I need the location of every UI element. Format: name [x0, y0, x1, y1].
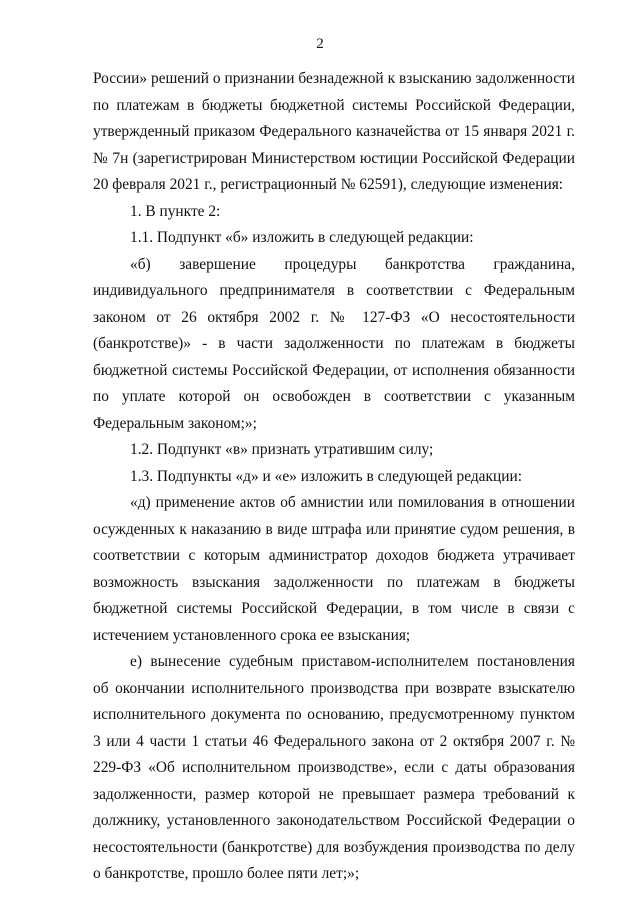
paragraph-item-1: 1. В пункте 2:	[130, 202, 221, 220]
paragraph-item-1-3: 1.3. Подпункты «д» и «е» изложить в следующей редакции:	[130, 467, 522, 485]
paragraph-subitem-b: «б) завершение процедуры банкротства гражданина, индивидуального предпринимателя в соответствии с Федеральным законом от 26 октября 2002 г. № 127-ФЗ «О несостоятельности (банкротстве)» - в части задолженности по платежам в бюджеты бюджетной системы Российской Федерации, от исполнения обязанности по уплате которой он освобожден в соответствии с указанным Федеральным законом;»;	[93, 255, 575, 432]
document-body	[93, 66, 575, 888]
paragraph-item-1-2: 1.2. Подпункт «в» признать утратившим силу;	[130, 441, 434, 458]
paragraph-intro-continuation: России» решений о признании безнадежной к взысканию задолженности по платежам в бюджеты бюджетной системы Российской Федерации, утвержденный приказом Федерального казначейства от 15 января 2021 г. № 7н (зарегистрирован Министерством юстиции Российской Федерации 20 февраля 2021 г., регистрационный № 62591), следующие изменения:	[93, 70, 575, 193]
paragraph-subitem-d: «д) применение актов об амнистии или помилования в отношении осужденных к наказанию в виде штрафа или принятие судом решения, в соответствии с которым администратор доходов бюджета утрачивает возможность взыскания задолженности по платежам в бюджеты бюджетной системы Российской Федерации, в том числе в связи с истечением установленного срока ее взыскания;	[93, 494, 575, 644]
page-number: 2	[316, 36, 324, 52]
paragraph-subitem-e: е) вынесение судебным приставом-исполнителем постановления об окончании исполнительного производства при возврате взыскателю исполнительного документа по основанию, предусмотренному пунктом 3 или 4 части 1 статьи 46 Федерального закона от 2 октября 2007 г. № 229-ФЗ «Об исполнительном производстве», если с даты образования задолженности, размер которой не превышает размера требований к должнику, установленного законодательством Российской Федерации о несостоятельности (банкротстве) для возбуждения производства по делу о банкротстве, прошло более пяти лет;»;	[93, 653, 575, 882]
paragraph-item-1-1: 1.1. Подпункт «б» изложить в следующей редакции:	[130, 229, 474, 246]
